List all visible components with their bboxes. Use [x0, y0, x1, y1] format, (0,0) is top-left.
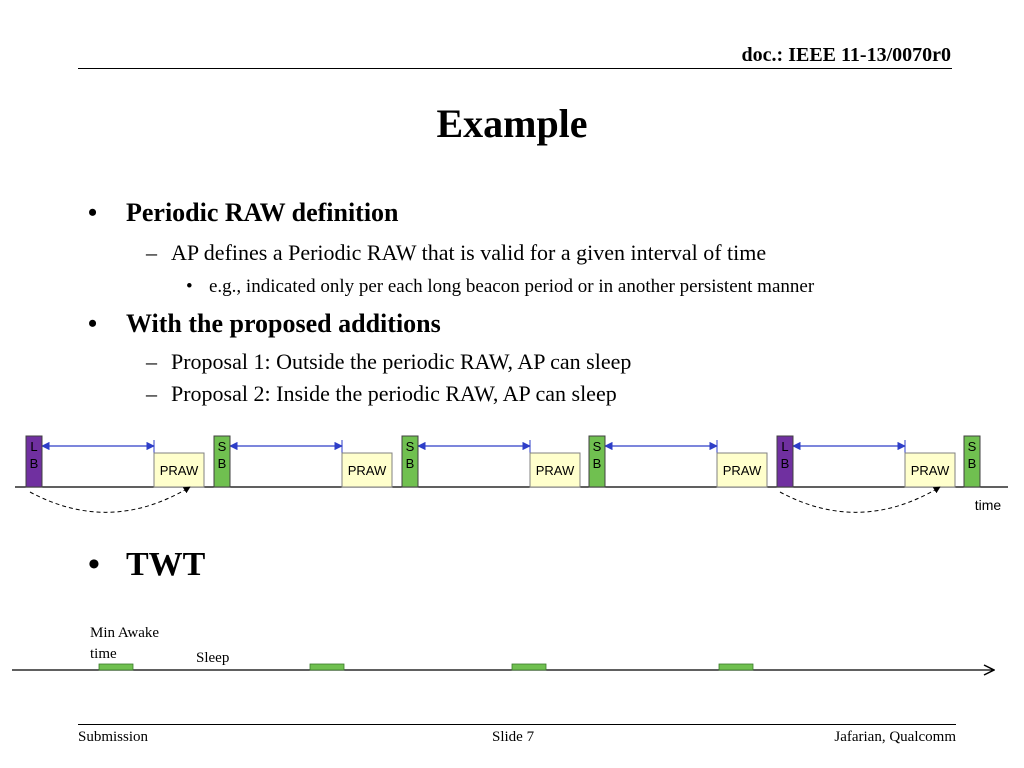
bullet-marker: •: [88, 309, 98, 338]
praw-label: PRAW: [722, 463, 762, 478]
time-label: time: [974, 497, 1002, 513]
short-beacon-label: S: [217, 439, 227, 454]
sub-bullet-ap-defines: AP defines a Periodic RAW that is valid for a given interval of time: [171, 240, 767, 265]
bullet-proposed-additions: With the proposed additions: [126, 309, 441, 338]
short-beacon-label: S: [967, 439, 977, 454]
short-beacon-label: S: [405, 439, 415, 454]
min-awake-label-line1: Min Awake: [90, 625, 160, 641]
short-beacon-label: B: [592, 456, 602, 471]
sub-bullet-proposal-2: Proposal 2: Inside the periodic RAW, AP can sleep: [171, 381, 617, 406]
footer-rule: [78, 724, 956, 725]
praw-label: PRAW: [347, 463, 387, 478]
footer-center: Slide 7: [492, 729, 535, 745]
bullet-marker: •: [88, 546, 100, 583]
raw-blocks: [26, 436, 980, 487]
dashed-curve-arrow-2: [780, 487, 940, 512]
sub-sub-bullet-example: e.g., indicated only per each long beacon period or in another persistent manner: [209, 276, 815, 297]
bullet-marker-small: •: [186, 276, 193, 297]
praw-label: PRAW: [535, 463, 575, 478]
twt-timeline: [12, 625, 994, 670]
bullet-periodic-raw-definition: Periodic RAW definition: [126, 198, 399, 227]
dashed-curve-arrow-1: [30, 487, 190, 512]
awake-window: [719, 664, 753, 670]
short-beacon-label: B: [405, 456, 415, 471]
dash-marker: –: [146, 240, 157, 265]
document-id: doc.: IEEE 11-13/0070r0: [741, 44, 951, 66]
bullet-marker: •: [88, 198, 98, 227]
praw-label: PRAW: [910, 463, 950, 478]
short-beacon-label: B: [967, 456, 977, 471]
long-beacon-label: L: [781, 439, 789, 454]
footer-left: Submission: [78, 729, 149, 745]
long-beacon-label: L: [30, 439, 38, 454]
dash-marker: –: [146, 381, 157, 406]
long-beacon-label: B: [780, 456, 790, 471]
awake-window: [99, 664, 133, 670]
beacon-interval-arrows: [42, 440, 905, 453]
awake-window: [310, 664, 344, 670]
awake-window: [512, 664, 546, 670]
min-awake-label-line2: time: [90, 646, 117, 662]
short-beacon-label: B: [217, 456, 227, 471]
footer-right: Jafarian, Qualcomm: [834, 729, 956, 745]
sub-bullet-proposal-1: Proposal 1: Outside the periodic RAW, AP can sleep: [171, 349, 632, 374]
praw-label: PRAW: [159, 463, 199, 478]
dash-marker: –: [146, 349, 157, 374]
raw-timeline: [15, 436, 1008, 513]
short-beacon-label: S: [592, 439, 602, 454]
slide-title: Example: [436, 101, 588, 146]
long-beacon-label: B: [29, 456, 39, 471]
bullet-twt: TWT: [126, 546, 206, 583]
sleep-label: Sleep: [196, 650, 230, 666]
